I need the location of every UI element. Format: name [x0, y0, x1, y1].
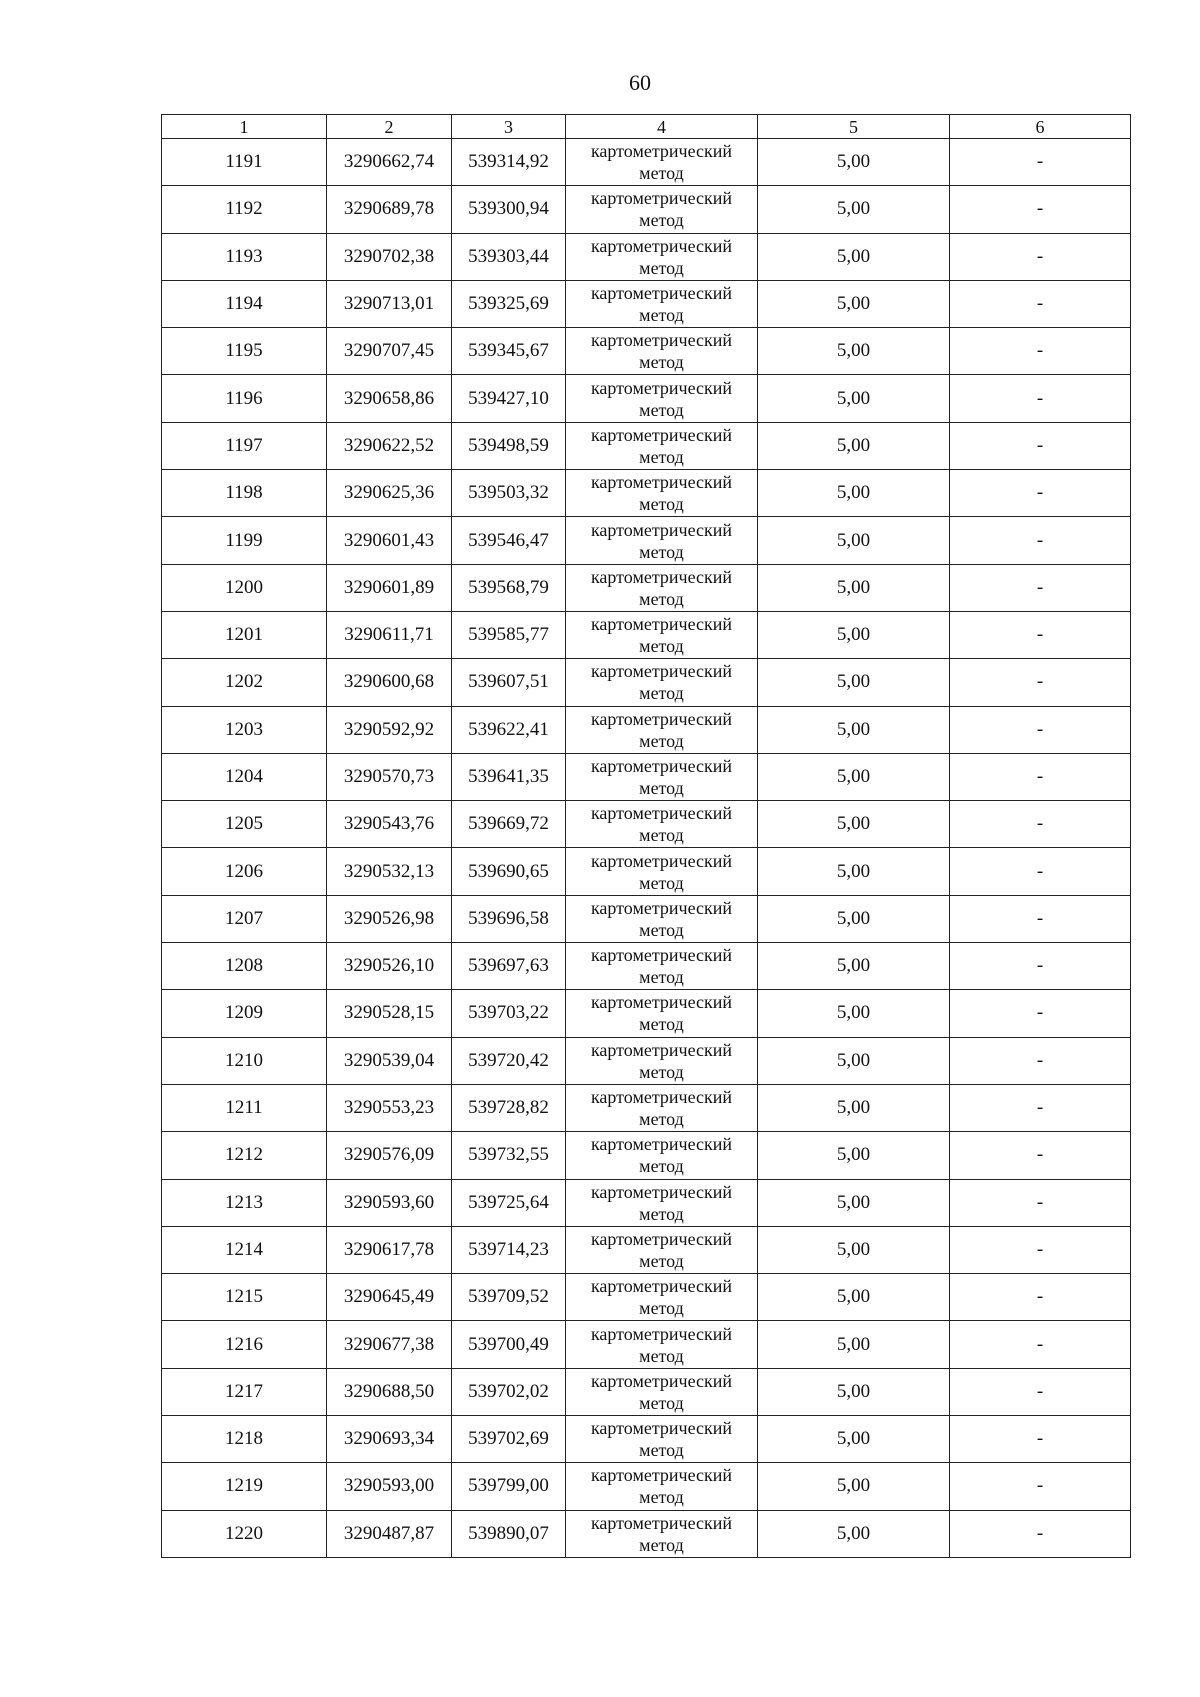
method-cell	[566, 564, 758, 611]
method-line-2: метод	[639, 1298, 684, 1319]
table-row	[162, 895, 1131, 942]
x-coordinate-cell: 3290662,74	[327, 139, 452, 186]
method-cell	[566, 1084, 758, 1131]
method-line-1: картометрический	[590, 566, 733, 587]
method-line-1: картометрический	[590, 188, 733, 209]
table-row	[162, 139, 1131, 186]
method-line-1: картометрический	[590, 283, 733, 304]
accuracy-cell: 5,00	[758, 564, 950, 611]
note-cell: -	[950, 1321, 1131, 1368]
table-row	[162, 753, 1131, 800]
y-coordinate-cell: 539325,69	[452, 280, 566, 327]
method-line-2: метод	[639, 257, 684, 278]
method-line-1: картометрический	[590, 141, 733, 162]
method-cell	[566, 611, 758, 658]
y-coordinate-cell: 539700,49	[452, 1321, 566, 1368]
note-cell: -	[950, 422, 1131, 469]
method-cell	[566, 753, 758, 800]
point-number-cell: 1196	[162, 375, 327, 422]
table-row	[162, 470, 1131, 517]
table-row	[162, 328, 1131, 375]
point-number-cell: 1192	[162, 186, 327, 233]
x-coordinate-cell: 3290543,76	[327, 801, 452, 848]
y-coordinate-cell: 539568,79	[452, 564, 566, 611]
point-number-cell: 1202	[162, 659, 327, 706]
page-number: 60	[629, 70, 651, 95]
y-coordinate-cell: 539696,58	[452, 895, 566, 942]
note-cell: -	[950, 375, 1131, 422]
method-line-2: метод	[639, 730, 684, 751]
note-cell: -	[950, 1084, 1131, 1131]
accuracy-cell: 5,00	[758, 990, 950, 1037]
point-number-cell: 1215	[162, 1274, 327, 1321]
method-line-2: метод	[639, 1203, 684, 1224]
note-cell: -	[950, 1416, 1131, 1463]
x-coordinate-cell: 3290487,87	[327, 1510, 452, 1557]
table-row	[162, 280, 1131, 327]
y-coordinate-cell: 539697,63	[452, 943, 566, 990]
header-col-5: 5	[758, 115, 950, 139]
point-number-cell: 1212	[162, 1132, 327, 1179]
method-line-2: метод	[639, 588, 684, 609]
method-line-1: картометрический	[590, 945, 733, 966]
table-row	[162, 1321, 1131, 1368]
note-cell: -	[950, 1463, 1131, 1510]
note-cell: -	[950, 1510, 1131, 1557]
method-cell	[566, 517, 758, 564]
table-row	[162, 375, 1131, 422]
table-row	[162, 1179, 1131, 1226]
method-line-1: картометрический	[590, 377, 733, 398]
y-coordinate-cell: 539732,55	[452, 1132, 566, 1179]
y-coordinate-cell: 539585,77	[452, 611, 566, 658]
method-cell	[566, 1510, 758, 1557]
x-coordinate-cell: 3290713,01	[327, 280, 452, 327]
accuracy-cell: 5,00	[758, 1510, 950, 1557]
x-coordinate-cell: 3290528,15	[327, 990, 452, 1037]
note-cell: -	[950, 848, 1131, 895]
y-coordinate-cell: 539702,69	[452, 1416, 566, 1463]
method-line-2: метод	[639, 163, 684, 184]
note-cell: -	[950, 139, 1131, 186]
accuracy-cell: 5,00	[758, 1321, 950, 1368]
method-line-2: метод	[639, 1061, 684, 1082]
accuracy-cell: 5,00	[758, 706, 950, 753]
point-number-cell: 1191	[162, 139, 327, 186]
table-row	[162, 517, 1131, 564]
point-number-cell: 1214	[162, 1226, 327, 1273]
y-coordinate-cell: 539427,10	[452, 375, 566, 422]
x-coordinate-cell: 3290707,45	[327, 328, 452, 375]
method-line-2: метод	[639, 352, 684, 373]
point-number-cell: 1218	[162, 1416, 327, 1463]
y-coordinate-cell: 539622,41	[452, 706, 566, 753]
x-coordinate-cell: 3290570,73	[327, 753, 452, 800]
point-number-cell: 1216	[162, 1321, 327, 1368]
accuracy-cell: 5,00	[758, 943, 950, 990]
method-line-1: картометрический	[590, 1228, 733, 1249]
method-line-1: картометрический	[590, 424, 733, 445]
method-cell	[566, 1368, 758, 1415]
method-line-1: картометрический	[590, 661, 733, 682]
method-line-2: метод	[639, 825, 684, 846]
method-line-2: метод	[639, 399, 684, 420]
method-line-2: метод	[639, 872, 684, 893]
note-cell: -	[950, 328, 1131, 375]
table-body	[162, 139, 1131, 1558]
y-coordinate-cell: 539703,22	[452, 990, 566, 1037]
x-coordinate-cell: 3290600,68	[327, 659, 452, 706]
point-number-cell: 1194	[162, 280, 327, 327]
y-coordinate-cell: 539728,82	[452, 1084, 566, 1131]
header-col-3: 3	[452, 115, 566, 139]
accuracy-cell: 5,00	[758, 422, 950, 469]
method-line-2: метод	[639, 494, 684, 515]
x-coordinate-cell: 3290625,36	[327, 470, 452, 517]
accuracy-cell: 5,00	[758, 1226, 950, 1273]
method-line-2: метод	[639, 778, 684, 798]
note-cell: -	[950, 1037, 1131, 1084]
method-cell	[566, 943, 758, 990]
accuracy-cell: 5,00	[758, 1416, 950, 1463]
note-cell: -	[950, 470, 1131, 517]
point-number-cell: 1205	[162, 801, 327, 848]
method-line-1: картометрический	[590, 1512, 733, 1533]
x-coordinate-cell: 3290593,60	[327, 1179, 452, 1226]
table-header	[162, 115, 1131, 139]
method-line-1: картометрический	[590, 235, 733, 256]
table-row	[162, 1416, 1131, 1463]
point-number-cell: 1203	[162, 706, 327, 753]
method-cell	[566, 848, 758, 895]
method-line-2: метод	[639, 446, 684, 467]
method-cell	[566, 990, 758, 1037]
y-coordinate-cell: 539314,92	[452, 139, 566, 186]
note-cell: -	[950, 1226, 1131, 1273]
table-row	[162, 1463, 1131, 1510]
accuracy-cell: 5,00	[758, 611, 950, 658]
point-number-cell: 1193	[162, 233, 327, 280]
y-coordinate-cell: 539498,59	[452, 422, 566, 469]
table-row	[162, 1368, 1131, 1415]
y-coordinate-cell: 539345,67	[452, 328, 566, 375]
y-coordinate-cell: 539690,65	[452, 848, 566, 895]
accuracy-cell: 5,00	[758, 139, 950, 186]
point-number-cell: 1199	[162, 517, 327, 564]
note-cell: -	[950, 990, 1131, 1037]
accuracy-cell: 5,00	[758, 801, 950, 848]
method-line-2: метод	[639, 967, 684, 988]
accuracy-cell: 5,00	[758, 1037, 950, 1084]
accuracy-cell: 5,00	[758, 517, 950, 564]
point-number-cell: 1209	[162, 990, 327, 1037]
method-cell	[566, 328, 758, 375]
method-line-2: метод	[639, 305, 684, 326]
x-coordinate-cell: 3290689,78	[327, 186, 452, 233]
point-number-cell: 1198	[162, 470, 327, 517]
method-line-1: картометрический	[590, 519, 733, 540]
table-row	[162, 706, 1131, 753]
method-line-2: метод	[639, 1109, 684, 1130]
x-coordinate-cell: 3290693,34	[327, 1416, 452, 1463]
method-line-2: метод	[639, 636, 684, 657]
y-coordinate-cell: 539799,00	[452, 1463, 566, 1510]
note-cell: -	[950, 1132, 1131, 1179]
x-coordinate-cell: 3290622,52	[327, 422, 452, 469]
note-cell: -	[950, 280, 1131, 327]
method-line-1: картометрический	[590, 708, 733, 729]
method-cell	[566, 659, 758, 706]
y-coordinate-cell: 539709,52	[452, 1274, 566, 1321]
method-line-2: метод	[639, 919, 684, 940]
method-line-2: метод	[639, 1392, 684, 1413]
method-line-2: метод	[639, 1156, 684, 1177]
method-line-1: картометрический	[590, 1276, 733, 1297]
point-number-cell: 1213	[162, 1179, 327, 1226]
table-row	[162, 943, 1131, 990]
table-row	[162, 1510, 1131, 1557]
accuracy-cell: 5,00	[758, 1274, 950, 1321]
method-line-1: картометрический	[590, 1039, 733, 1060]
point-number-cell: 1201	[162, 611, 327, 658]
table-row	[162, 1084, 1131, 1131]
header-row	[162, 115, 1131, 139]
note-cell: -	[950, 895, 1131, 942]
note-cell: -	[950, 753, 1131, 800]
method-cell	[566, 1226, 758, 1273]
table-row	[162, 611, 1131, 658]
method-line-1: картометрический	[590, 472, 733, 493]
method-cell	[566, 375, 758, 422]
method-cell	[566, 139, 758, 186]
x-coordinate-cell: 3290617,78	[327, 1226, 452, 1273]
method-cell	[566, 233, 758, 280]
note-cell: -	[950, 706, 1131, 753]
table-row	[162, 186, 1131, 233]
coordinates-table	[161, 114, 1131, 1558]
method-cell	[566, 1416, 758, 1463]
y-coordinate-cell: 539607,51	[452, 659, 566, 706]
note-cell: -	[950, 1179, 1131, 1226]
x-coordinate-cell: 3290526,98	[327, 895, 452, 942]
x-coordinate-cell: 3290677,38	[327, 1321, 452, 1368]
x-coordinate-cell: 3290702,38	[327, 233, 452, 280]
method-line-2: метод	[639, 541, 684, 562]
note-cell: -	[950, 233, 1131, 280]
method-cell	[566, 1037, 758, 1084]
accuracy-cell: 5,00	[758, 1084, 950, 1131]
x-coordinate-cell: 3290645,49	[327, 1274, 452, 1321]
point-number-cell: 1211	[162, 1084, 327, 1131]
method-cell	[566, 1463, 758, 1510]
method-cell	[566, 470, 758, 517]
accuracy-cell: 5,00	[758, 1463, 950, 1510]
x-coordinate-cell: 3290658,86	[327, 375, 452, 422]
table-row	[162, 1132, 1131, 1179]
y-coordinate-cell: 539641,35	[452, 753, 566, 800]
method-cell	[566, 280, 758, 327]
table-row	[162, 1037, 1131, 1084]
accuracy-cell: 5,00	[758, 328, 950, 375]
accuracy-cell: 5,00	[758, 186, 950, 233]
method-line-1: картометрический	[590, 1134, 733, 1155]
x-coordinate-cell: 3290611,71	[327, 611, 452, 658]
method-line-1: картометрический	[590, 330, 733, 351]
method-line-1: картометрический	[590, 803, 733, 824]
header-col-1: 1	[162, 115, 327, 139]
y-coordinate-cell: 539702,02	[452, 1368, 566, 1415]
note-cell: -	[950, 943, 1131, 990]
note-cell: -	[950, 564, 1131, 611]
method-line-1: картометрический	[590, 850, 733, 871]
table-row	[162, 1274, 1131, 1321]
method-line-1: картометрический	[590, 756, 733, 776]
table-row	[162, 233, 1131, 280]
note-cell: -	[950, 611, 1131, 658]
note-cell: -	[950, 1368, 1131, 1415]
point-number-cell: 1219	[162, 1463, 327, 1510]
y-coordinate-cell: 539725,64	[452, 1179, 566, 1226]
x-coordinate-cell: 3290592,92	[327, 706, 452, 753]
x-coordinate-cell: 3290532,13	[327, 848, 452, 895]
x-coordinate-cell: 3290688,50	[327, 1368, 452, 1415]
y-coordinate-cell: 539303,44	[452, 233, 566, 280]
note-cell: -	[950, 186, 1131, 233]
y-coordinate-cell: 539669,72	[452, 801, 566, 848]
method-line-2: метод	[639, 1014, 684, 1035]
method-line-2: метод	[639, 683, 684, 704]
method-line-2: метод	[639, 1345, 684, 1366]
method-line-2: метод	[639, 1440, 684, 1461]
method-line-1: картометрический	[590, 614, 733, 635]
accuracy-cell: 5,00	[758, 895, 950, 942]
note-cell: -	[950, 801, 1131, 848]
point-number-cell: 1204	[162, 753, 327, 800]
header-col-6: 6	[950, 115, 1131, 139]
x-coordinate-cell: 3290593,00	[327, 1463, 452, 1510]
accuracy-cell: 5,00	[758, 280, 950, 327]
accuracy-cell: 5,00	[758, 233, 950, 280]
accuracy-cell: 5,00	[758, 753, 950, 800]
note-cell: -	[950, 1274, 1131, 1321]
method-line-1: картометрический	[590, 1465, 733, 1486]
point-number-cell: 1197	[162, 422, 327, 469]
method-cell	[566, 801, 758, 848]
table-row	[162, 564, 1131, 611]
method-cell	[566, 706, 758, 753]
method-line-1: картометрический	[590, 1418, 733, 1439]
point-number-cell: 1220	[162, 1510, 327, 1557]
point-number-cell: 1207	[162, 895, 327, 942]
method-line-2: метод	[639, 1534, 684, 1555]
x-coordinate-cell: 3290526,10	[327, 943, 452, 990]
accuracy-cell: 5,00	[758, 375, 950, 422]
y-coordinate-cell: 539503,32	[452, 470, 566, 517]
point-number-cell: 1206	[162, 848, 327, 895]
accuracy-cell: 5,00	[758, 470, 950, 517]
method-line-1: картометрический	[590, 1370, 733, 1391]
note-cell: -	[950, 659, 1131, 706]
method-line-1: картометрический	[590, 1323, 733, 1344]
method-cell	[566, 1179, 758, 1226]
method-line-1: картометрический	[590, 1087, 733, 1108]
point-number-cell: 1208	[162, 943, 327, 990]
accuracy-cell: 5,00	[758, 1132, 950, 1179]
note-cell: -	[950, 517, 1131, 564]
accuracy-cell: 5,00	[758, 1179, 950, 1226]
method-line-1: картометрический	[590, 992, 733, 1013]
y-coordinate-cell: 539720,42	[452, 1037, 566, 1084]
table-row	[162, 422, 1131, 469]
method-line-1: картометрический	[590, 1181, 733, 1202]
point-number-cell: 1210	[162, 1037, 327, 1084]
accuracy-cell: 5,00	[758, 659, 950, 706]
method-line-2: метод	[639, 210, 684, 231]
table-row	[162, 848, 1131, 895]
table-row	[162, 990, 1131, 1037]
method-cell	[566, 895, 758, 942]
table-row	[162, 801, 1131, 848]
method-cell	[566, 1132, 758, 1179]
table-row	[162, 1226, 1131, 1273]
method-cell	[566, 1274, 758, 1321]
point-number-cell: 1217	[162, 1368, 327, 1415]
y-coordinate-cell: 539300,94	[452, 186, 566, 233]
method-line-2: метод	[639, 1487, 684, 1508]
y-coordinate-cell: 539890,07	[452, 1510, 566, 1557]
x-coordinate-cell: 3290601,43	[327, 517, 452, 564]
method-line-2: метод	[639, 1250, 684, 1271]
table-row	[162, 659, 1131, 706]
header-col-2: 2	[327, 115, 452, 139]
x-coordinate-cell: 3290601,89	[327, 564, 452, 611]
method-cell	[566, 422, 758, 469]
method-cell	[566, 1321, 758, 1368]
header-col-4: 4	[566, 115, 758, 139]
method-line-1: картометрический	[590, 897, 733, 918]
accuracy-cell: 5,00	[758, 848, 950, 895]
point-number-cell: 1200	[162, 564, 327, 611]
x-coordinate-cell: 3290576,09	[327, 1132, 452, 1179]
y-coordinate-cell: 539714,23	[452, 1226, 566, 1273]
point-number-cell: 1195	[162, 328, 327, 375]
method-cell	[566, 186, 758, 233]
x-coordinate-cell: 3290553,23	[327, 1084, 452, 1131]
accuracy-cell: 5,00	[758, 1368, 950, 1415]
x-coordinate-cell: 3290539,04	[327, 1037, 452, 1084]
y-coordinate-cell: 539546,47	[452, 517, 566, 564]
